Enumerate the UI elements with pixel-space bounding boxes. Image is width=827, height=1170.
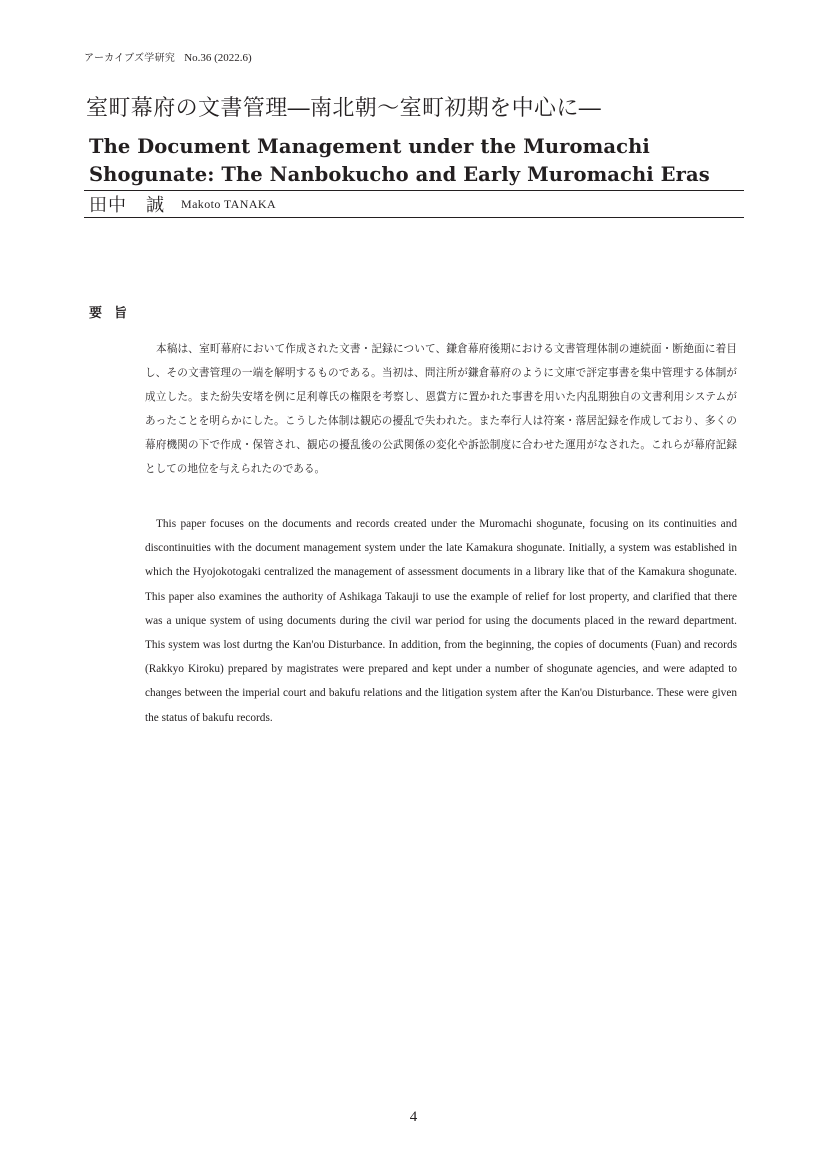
abstract-heading: 要旨 [89, 306, 140, 321]
title-divider [84, 190, 744, 191]
running-head [84, 49, 252, 64]
title-japanese: 室町幕府の文書管理―南北朝～室町初期を中心に― [86, 96, 602, 121]
issue-info: No.36 (2022.6) [184, 52, 252, 64]
journal-name: アーカイブズ学研究 [84, 53, 176, 64]
abstract-english: This paper focuses on the documents and records created under the Muromachi shogunate, focusing on its continuities and discontinuities with the document management system under the late Kamakura shogunate. Initially, a system was established in which the Hyojokotogaki centralized the management of assessment documents in a library like that of the Kamakura shogunate. This paper also examines the authority of Ashikaga Takauji to use the example of relief for lost property, and clarified that there was a unique system of using documents during the civil war period for using the documents placed in the reward department. This system was lost durtng the Kan'ou Disturbance. In addition, from the beginning, the copies of documents (Fuan) and records (Rakkyo Kiroku) prepared by magistrates were prepared and kept under a number of shogunate agencies, and were adapted to changes between the imperial court and bakufu relations and the litigation system after the Kan'ou Disturbance. These were given the status of bakufu records. [145, 518, 737, 724]
abstract-japanese: 本稿は、室町幕府において作成された文書・記録について、鎌倉幕府後期における文書管理体制の連続面・断絶面に着目し、その文書管理の一端を解明するものである。当初は、問注所が鎌倉幕府のように文庫で評定事書を集中管理する体制が成立した。また紛失安堵を例に足利尊氏の権限を考察し、恩賞方に置かれた事書を用いた内乱期独自の文書利用システムがあったことを明らかにした。こうした体制は観応の擾乱で失われた。また奉行人は符案・落居記録を作成しており、多くの幕府機関の下で作成・保管され、観応の擾乱後の公武関係の変化や訴訟制度に合わせた運用がなされた。これらが幕府記録としての地位を与えられたのである。 [145, 343, 737, 475]
author-name-japanese: 田中 誠 [89, 195, 165, 216]
author-divider [84, 217, 744, 218]
page-number: 4 [409, 1109, 418, 1125]
title-english: The Document Management under the Muromachi Shogunate: The Nanbokucho and Early Muromachi Eras [89, 135, 710, 186]
author-name-english: Makoto TANAKA [181, 196, 277, 211]
author-line [89, 192, 276, 216]
